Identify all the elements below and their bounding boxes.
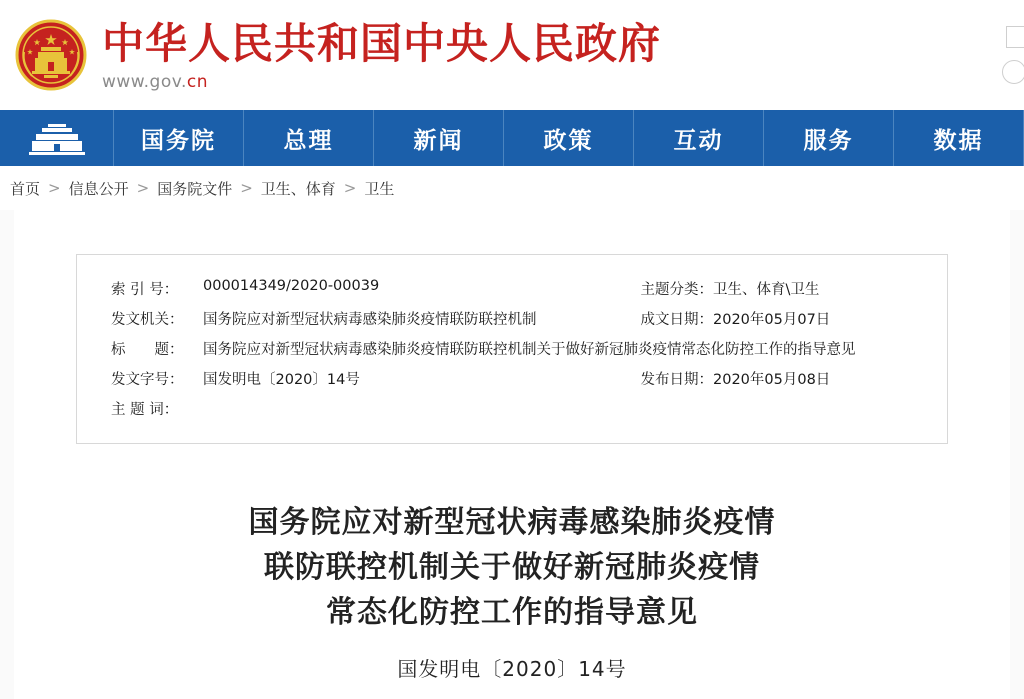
meta-label-publish-date: 发布日期： xyxy=(640,371,713,388)
main-navigation xyxy=(0,110,1024,166)
breadcrumb-item-health-sports[interactable]: 卫生、体育 xyxy=(260,179,336,198)
breadcrumb xyxy=(0,166,1024,210)
document-number: 国发明电〔2020〕14号 xyxy=(397,657,627,681)
site-url xyxy=(102,72,661,92)
meta-label-keywords: 主 题 词： xyxy=(111,401,179,418)
site-title: 中华人民共和国中央人民政府 xyxy=(102,18,662,68)
site-identity xyxy=(102,18,661,92)
meta-label-docnum: 发文字号： xyxy=(111,371,184,388)
table-row xyxy=(111,273,913,303)
site-header xyxy=(0,0,1024,110)
nav-item-xinwen[interactable]: 新闻 xyxy=(374,110,504,166)
home-gate-icon[interactable] xyxy=(0,110,114,166)
meta-value-keywords xyxy=(203,393,913,423)
header-box-icon[interactable] xyxy=(1006,26,1024,48)
national-emblem-icon xyxy=(14,18,88,92)
meta-label-category: 主题分类： xyxy=(640,281,713,298)
meta-value-category: 卫生、体育\卫生 xyxy=(713,281,820,298)
document-card xyxy=(14,210,1010,699)
table-row xyxy=(111,303,913,333)
nav-item-shuju[interactable]: 数据 xyxy=(894,110,1024,166)
meta-label-index: 索 引 号： xyxy=(111,281,179,298)
site-url-cn: cn xyxy=(186,72,209,93)
nav-item-zongli[interactable]: 总理 xyxy=(244,110,374,166)
header-search-circle-icon[interactable] xyxy=(1002,60,1024,84)
document-title-line-2: 联防联控机制关于做好新冠肺炎疫情 xyxy=(264,550,760,585)
table-row xyxy=(111,363,913,393)
nav-item-fuwu[interactable]: 服务 xyxy=(764,110,894,166)
meta-value-issuer: 国务院应对新型冠状病毒感染肺炎疫情联防联控机制 xyxy=(203,311,537,328)
meta-value-publish-date: 2020年05月08日 xyxy=(713,371,831,388)
breadcrumb-item-info-disclosure[interactable]: 信息公开 xyxy=(68,179,129,198)
meta-value-docnum: 国发明电〔2020〕14号 xyxy=(203,371,360,388)
meta-label-issuer: 发文机关： xyxy=(111,311,184,328)
breadcrumb-item-state-council-docs[interactable]: 国务院文件 xyxy=(157,179,233,198)
site-url-main: www.gov. xyxy=(102,72,187,93)
document-title-line-1: 国务院应对新型冠状病毒感染肺炎疫情 xyxy=(248,505,776,540)
breadcrumb-separator: > xyxy=(240,179,253,197)
meta-value-written-date: 2020年05月07日 xyxy=(713,311,831,328)
table-row xyxy=(111,333,913,363)
page-content xyxy=(0,210,1024,699)
nav-item-guowuyuan[interactable]: 国务院 xyxy=(114,110,244,166)
document-meta-table xyxy=(111,273,913,423)
meta-value-title: 国务院应对新型冠状病毒感染肺炎疫情联防联控机制关于做好新冠肺炎疫情常态化防控工作的指导意见 xyxy=(203,341,856,358)
breadcrumb-item-health[interactable]: 卫生 xyxy=(364,179,395,198)
breadcrumb-separator: > xyxy=(343,179,357,197)
table-row xyxy=(111,393,913,423)
meta-label-title: 标 题： xyxy=(111,341,184,358)
document-title xyxy=(14,500,1010,635)
document-meta-box xyxy=(76,254,948,444)
breadcrumb-item-home[interactable]: 首页 xyxy=(10,179,41,198)
nav-item-zhengce[interactable]: 政策 xyxy=(504,110,634,166)
nav-item-hudong[interactable]: 互动 xyxy=(634,110,764,166)
breadcrumb-separator: > xyxy=(136,179,150,197)
breadcrumb-separator: > xyxy=(48,179,61,197)
meta-value-index: 000014349/2020-00039 xyxy=(203,277,380,294)
meta-label-written-date: 成文日期： xyxy=(640,311,713,328)
header-right-widgets xyxy=(1002,0,1024,110)
document-title-line-3: 常态化防控工作的指导意见 xyxy=(326,595,698,630)
